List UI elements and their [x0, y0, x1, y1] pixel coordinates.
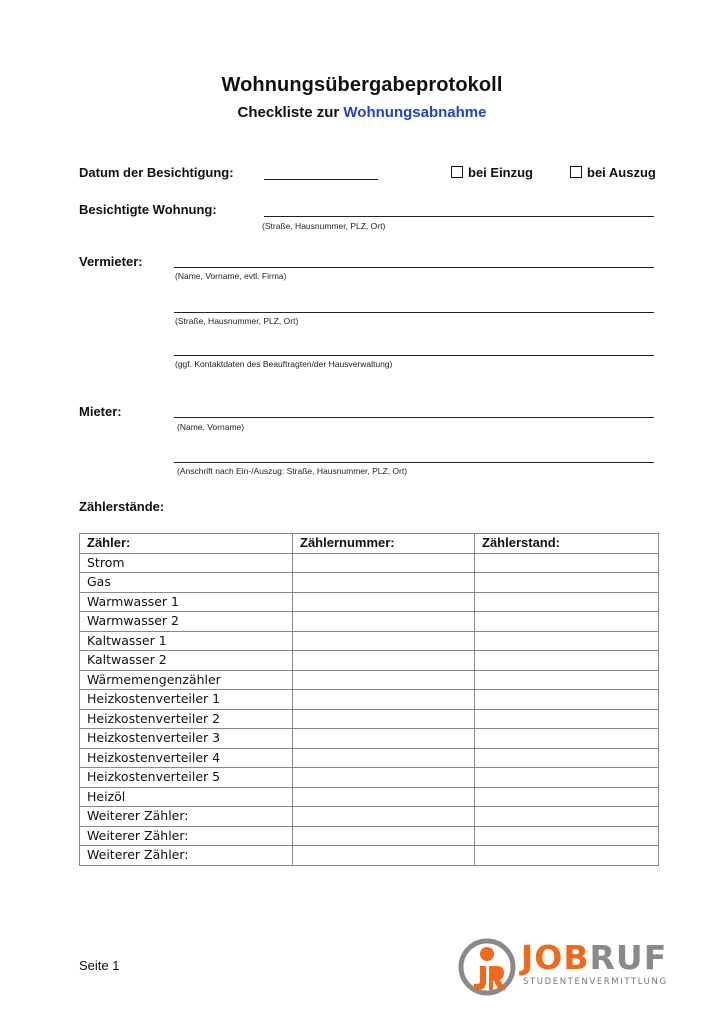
logo-job: JOB	[521, 938, 590, 977]
meter-reading-cell[interactable]	[475, 748, 659, 768]
move-out-label: bei Auszug	[587, 165, 656, 180]
meter-name-cell: Strom	[80, 553, 293, 573]
landlord-name-field[interactable]	[174, 267, 654, 268]
meter-name-cell: Kaltwasser 1	[80, 631, 293, 651]
meter-name-cell: Heizkostenverteiler 4	[80, 748, 293, 768]
meter-name-cell: Heizkostenverteiler 2	[80, 709, 293, 729]
subtitle-link[interactable]: Wohnungsabnahme	[343, 104, 487, 121]
apartment-field[interactable]	[264, 216, 654, 217]
landlord-name-hint: (Name, Vorname, evtl. Firma)	[175, 271, 287, 281]
tenant-name-hint: (Name, Vorname)	[177, 422, 245, 432]
column-header-number: Zählernummer:	[293, 534, 475, 554]
date-field[interactable]	[264, 179, 378, 180]
meter-name-cell: Wärmemengenzähler	[80, 670, 293, 690]
meter-reading-cell[interactable]	[475, 631, 659, 651]
meter-name-cell: Weiterer Zähler:	[80, 807, 293, 827]
column-header-meter: Zähler:	[80, 534, 293, 554]
table-row	[80, 846, 659, 866]
landlord-contact-field[interactable]	[174, 355, 654, 356]
checkbox-icon	[451, 166, 463, 178]
meter-name-cell: Warmwasser 1	[80, 592, 293, 612]
meter-number-cell[interactable]	[293, 729, 475, 749]
move-in-checkbox[interactable]	[451, 165, 533, 180]
meter-name-cell: Weiterer Zähler:	[80, 846, 293, 866]
table-row	[80, 651, 659, 671]
meter-number-cell[interactable]	[293, 670, 475, 690]
date-label: Datum der Besichtigung:	[79, 165, 234, 180]
move-in-label: bei Einzug	[468, 165, 533, 180]
table-row	[80, 748, 659, 768]
tenant-address-field[interactable]	[174, 462, 654, 463]
meter-name-cell: Heizkostenverteiler 5	[80, 768, 293, 788]
meter-name-cell: Weiterer Zähler:	[80, 826, 293, 846]
landlord-contact-hint: (ggf. Kontaktdaten des Beauftragten/der Hausverwaltung)	[175, 359, 393, 369]
tenant-address-hint: (Anschrift nach Ein-/Auszug: Straße, Hausnummer, PLZ, Ort)	[177, 466, 408, 476]
meter-number-cell[interactable]	[293, 787, 475, 807]
checkbox-icon	[570, 166, 582, 178]
meter-reading-cell[interactable]	[475, 826, 659, 846]
table-row	[80, 709, 659, 729]
meter-reading-cell[interactable]	[475, 612, 659, 632]
table-row	[80, 690, 659, 710]
meter-number-cell[interactable]	[293, 807, 475, 827]
meter-number-cell[interactable]	[293, 846, 475, 866]
landlord-address-field[interactable]	[174, 312, 654, 313]
apartment-hint: (Straße, Hausnummer, PLZ, Ort)	[262, 221, 386, 231]
meters-table-body	[80, 553, 659, 865]
meters-heading: Zählerstände:	[79, 499, 165, 514]
apartment-label: Besichtigte Wohnung:	[79, 202, 217, 217]
tenant-label: Mieter:	[79, 404, 122, 419]
meter-name-cell: Kaltwasser 2	[80, 651, 293, 671]
meter-reading-cell[interactable]	[475, 709, 659, 729]
meter-number-cell[interactable]	[293, 826, 475, 846]
meter-number-cell[interactable]	[293, 709, 475, 729]
page-number: Seite 1	[79, 958, 120, 973]
subtitle-prefix: Checkliste zur	[237, 104, 344, 121]
meter-reading-cell[interactable]	[475, 729, 659, 749]
meter-reading-cell[interactable]	[475, 573, 659, 593]
meter-reading-cell[interactable]	[475, 553, 659, 573]
table-row	[80, 826, 659, 846]
meter-reading-cell[interactable]	[475, 651, 659, 671]
meter-name-cell: Warmwasser 2	[80, 612, 293, 632]
table-row	[80, 592, 659, 612]
table-header-row	[80, 534, 659, 554]
table-row	[80, 729, 659, 749]
landlord-address-hint: (Straße, Hausnummer, PLZ, Ort)	[175, 316, 299, 326]
meter-name-cell: Heizkostenverteiler 3	[80, 729, 293, 749]
meter-name-cell: Heizkostenverteiler 1	[80, 690, 293, 710]
meter-number-cell[interactable]	[293, 553, 475, 573]
landlord-label: Vermieter:	[79, 254, 143, 269]
table-row	[80, 631, 659, 651]
meter-number-cell[interactable]	[293, 768, 475, 788]
page-subtitle	[0, 104, 724, 121]
meter-reading-cell[interactable]	[475, 807, 659, 827]
logo-wordmark	[521, 938, 667, 977]
meter-reading-cell[interactable]	[475, 787, 659, 807]
meter-reading-cell[interactable]	[475, 768, 659, 788]
table-row	[80, 787, 659, 807]
meter-reading-cell[interactable]	[475, 592, 659, 612]
meter-number-cell[interactable]	[293, 690, 475, 710]
meter-number-cell[interactable]	[293, 592, 475, 612]
logo-ruf: RUF	[589, 938, 668, 977]
meter-number-cell[interactable]	[293, 631, 475, 651]
meter-number-cell[interactable]	[293, 612, 475, 632]
table-row	[80, 807, 659, 827]
column-header-reading: Zählerstand:	[475, 534, 659, 554]
table-row	[80, 553, 659, 573]
tenant-name-field[interactable]	[174, 417, 654, 418]
meters-table	[79, 533, 659, 866]
meter-name-cell: Heizöl	[80, 787, 293, 807]
table-row	[80, 670, 659, 690]
table-row	[80, 612, 659, 632]
meter-number-cell[interactable]	[293, 651, 475, 671]
meter-name-cell: Gas	[80, 573, 293, 593]
meter-reading-cell[interactable]	[475, 846, 659, 866]
page-title: Wohnungsübergabeprotokoll	[221, 74, 503, 96]
logo-tagline: STUDENTENVERMITTLUNG	[523, 977, 668, 987]
meter-reading-cell[interactable]	[475, 670, 659, 690]
meter-number-cell[interactable]	[293, 573, 475, 593]
meter-number-cell[interactable]	[293, 748, 475, 768]
table-row	[80, 573, 659, 593]
move-out-checkbox[interactable]	[570, 165, 656, 180]
meter-reading-cell[interactable]	[475, 690, 659, 710]
jobruf-logo-icon	[456, 936, 522, 998]
table-row	[80, 768, 659, 788]
